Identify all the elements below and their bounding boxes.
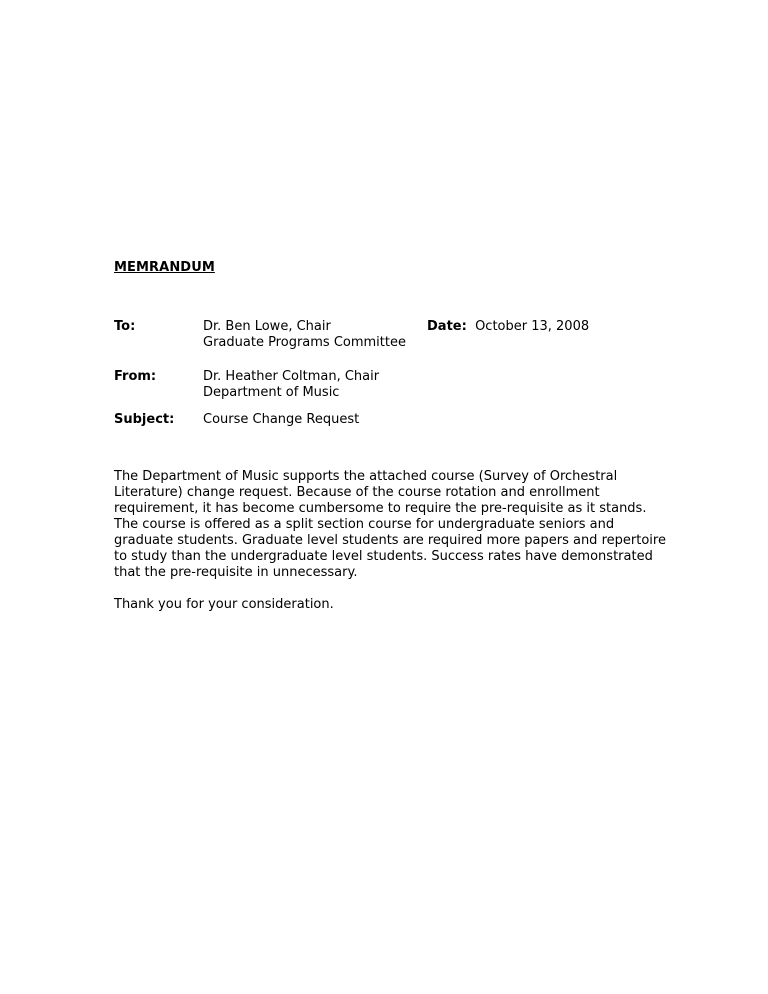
date-value: October 13, 2008	[475, 319, 590, 334]
memo-title: MEMRANDUM	[114, 260, 215, 275]
to-value	[203, 319, 406, 351]
body-line: requirement, it has become cumbersome to require the pre-requisite as it stands.	[114, 501, 647, 516]
body-line: to study than the undergraduate level students. Success rates have demonstrated	[114, 549, 653, 564]
subject-value	[203, 412, 359, 428]
body-line: The Department of Music supports the attached course (Survey of Orchestral	[114, 469, 618, 484]
date-label: Date:	[427, 319, 467, 334]
from-value	[203, 369, 379, 401]
subject-label: Subject:	[114, 412, 175, 427]
closing-line: Thank you for your consideration.	[114, 597, 334, 612]
subject-text: Course Change Request	[203, 412, 360, 427]
from-line: Department of Music	[203, 385, 340, 400]
to-line: Graduate Programs Committee	[203, 335, 406, 350]
body-line: that the pre-requisite in unnecessary.	[114, 565, 358, 580]
to-line: Dr. Ben Lowe, Chair	[203, 319, 331, 334]
body-line: graduate students. Graduate level students are required more papers and repertoire	[114, 533, 666, 548]
to-label: To:	[114, 319, 136, 334]
from-label: From:	[114, 369, 157, 384]
body-line: Literature) change request. Because of the course rotation and enrollment	[114, 485, 600, 500]
body-line: The course is offered as a split section course for undergraduate seniors and	[114, 517, 615, 532]
body-paragraph-2	[114, 597, 674, 613]
date-field	[427, 319, 589, 335]
from-line: Dr. Heather Coltman, Chair	[203, 369, 380, 384]
body-paragraph-1	[114, 469, 674, 581]
